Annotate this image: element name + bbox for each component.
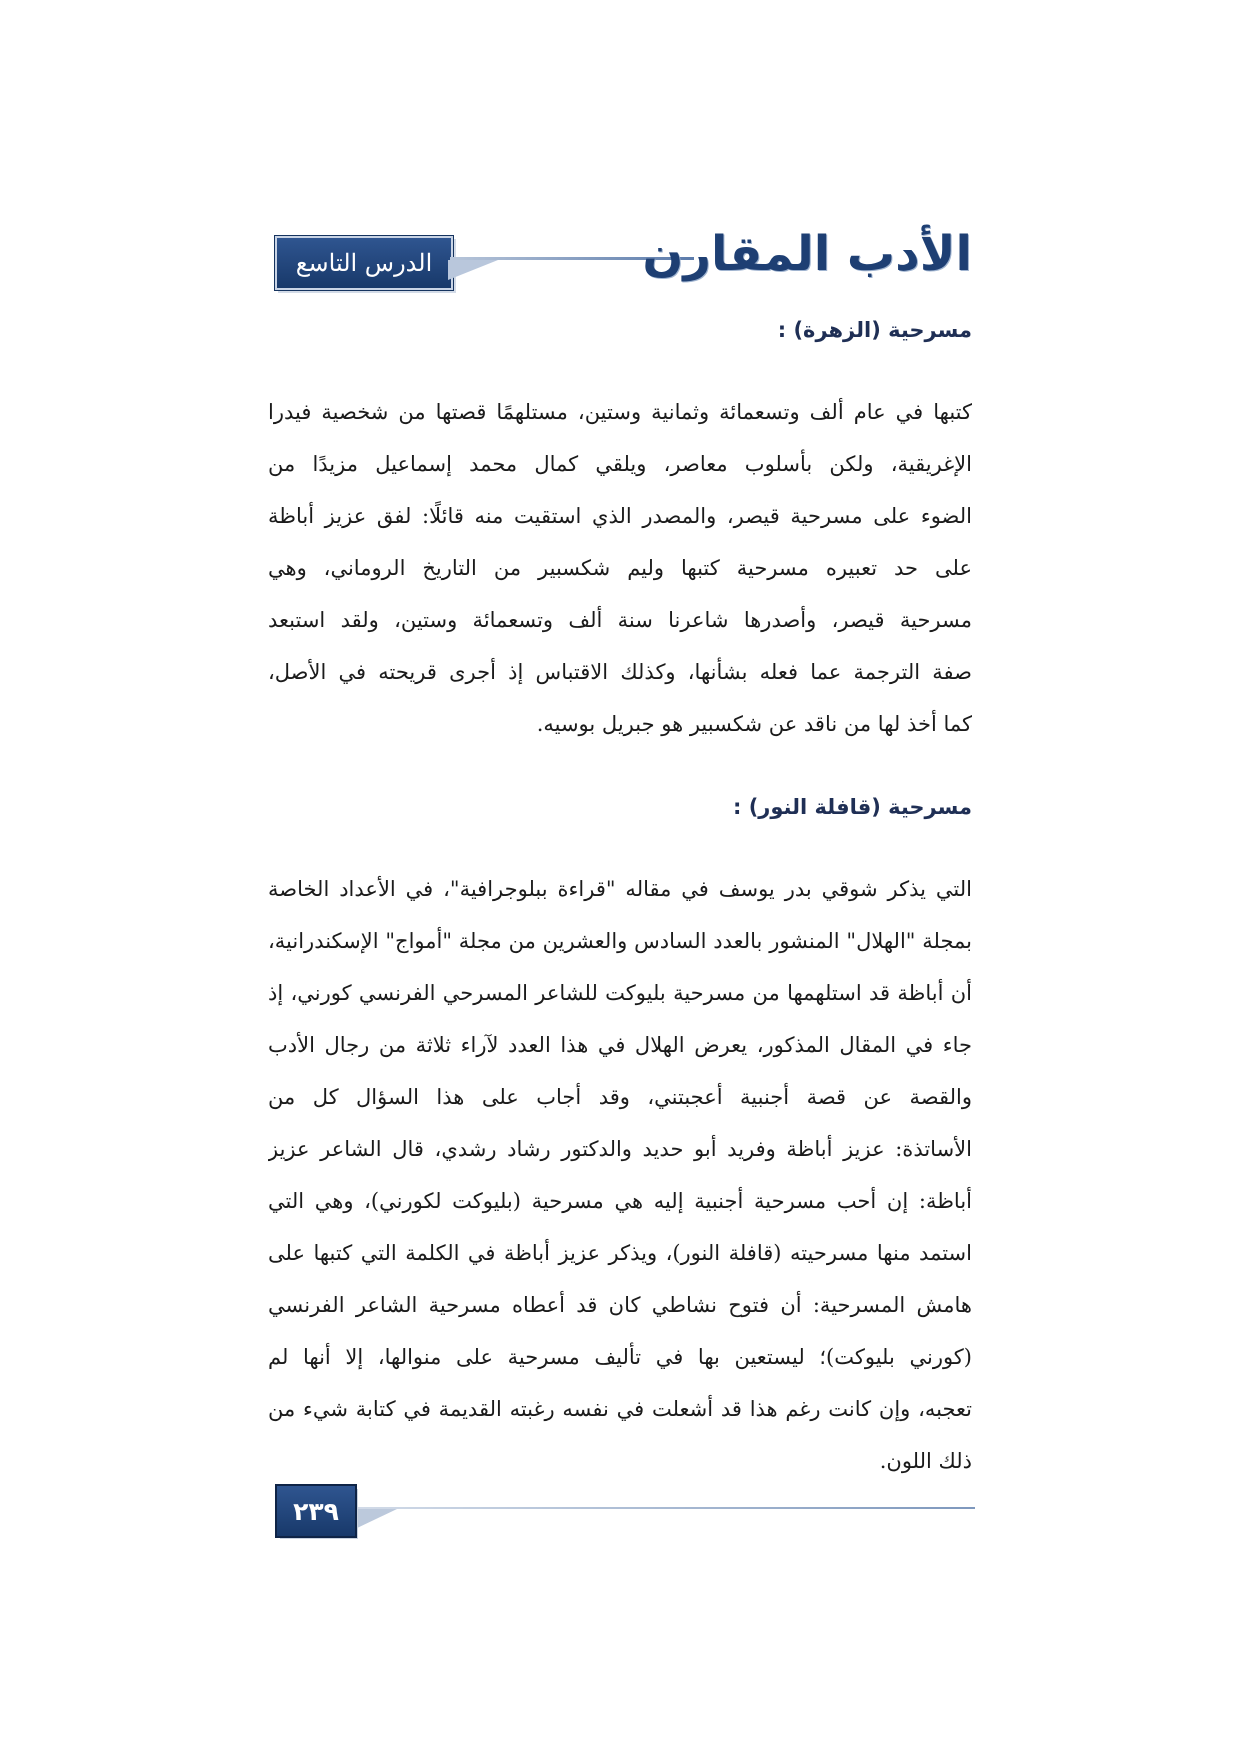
lesson-badge: الدرس التاسع: [275, 236, 453, 290]
page-header: [0, 0, 1240, 320]
paragraph-line: الإغريقية، ولكن بأسلوب معاصر، ويلقي كمال محمد إسماعيل مزيدًا من: [268, 452, 972, 476]
paragraph-line: الضوء على مسرحية قيصر، والمصدر الذي استقيت منه قائلًا: لفق عزيز أباظة: [268, 504, 972, 528]
book-title: الأدب المقارن: [642, 226, 972, 282]
paragraph-line: أن أباظة قد استلهمها من مسرحية بليوكت للشاعر المسرحي الفرنسي كورني، إذ: [268, 981, 972, 1005]
paragraph-line: على حد تعبيره مسرحية كتبها وليم شكسبير من التاريخ الروماني، وهي: [268, 556, 972, 580]
paragraph-line: جاء في المقال المذكور، يعرض الهلال في هذا العدد لآراء ثلاثة من رجال الأدب: [268, 1033, 972, 1057]
footer-wedge: [355, 1509, 397, 1529]
paragraph-line: الأساتذة: عزيز أباظة وفريد أبو حديد والدكتور رشاد رشدي، قال الشاعر عزيز: [268, 1137, 972, 1161]
paragraph-line: كما أخذ لها من ناقد عن شكسبير هو جبريل بوسيه.: [536, 712, 972, 736]
paragraph-line: أباظة: إن أحب مسرحية أجنبية إليه هي مسرحية (بليوكت لكورني)، وهي التي: [268, 1189, 972, 1213]
paragraph-qafilat-al-nour: [268, 863, 972, 1487]
paragraph-line: (كورني بليوكت)؛ ليستعين بها في تأليف مسرحية على منوالها، إلا أنها لم: [268, 1345, 972, 1369]
paragraph-line: التي يذكر شوقي بدر يوسف في مقاله "قراءة ببلوجرافية"، في الأعداد الخاصة: [268, 877, 972, 901]
paragraph-line: صفة الترجمة عما فعله بشأنها، وكذلك الاقتباس إذ أجرى قريحته في الأصل،: [268, 660, 972, 684]
footer-rule: [355, 1507, 975, 1509]
header-wedge: [448, 260, 498, 280]
paragraph-line: هامش المسرحية: أن فتوح نشاطي كان قد أعطاه مسرحية الشاعر الفرنسي: [268, 1293, 972, 1317]
section-heading-qafilat-al-nour: مسرحية (قافلة النور) :: [732, 795, 972, 819]
page-number: ٢٣٩: [277, 1486, 355, 1536]
paragraph-line: ذلك اللون.: [879, 1449, 972, 1473]
paragraph-zahra: [268, 386, 972, 750]
section-heading-zahra: مسرحية (الزهرة) :: [777, 318, 972, 342]
paragraph-line: مسرحية قيصر، وأصدرها شاعرنا سنة ألف وتسعمائة وستين، ولقد استبعد: [268, 608, 972, 632]
paragraph-line: كتبها في عام ألف وتسعمائة وثمانية وستين، مستلهمًا قصتها من شخصية فيدرا: [268, 400, 972, 424]
paragraph-line: استمد منها مسرحيته (قافلة النور)، ويذكر عزيز أباظة في الكلمة التي كتبها على: [268, 1241, 972, 1265]
paragraph-line: بمجلة "الهلال" المنشور بالعدد السادس والعشرين من مجلة "أمواج" الإسكندرانية،: [268, 929, 972, 953]
paragraph-line: تعجبه، وإن كانت رغم هذا قد أشعلت في نفسه رغبته القديمة في كتابة شيء من: [268, 1397, 972, 1421]
paragraph-line: والقصة عن قصة أجنبية أعجبتني، وقد أجاب على هذا السؤال كل من: [268, 1085, 972, 1109]
